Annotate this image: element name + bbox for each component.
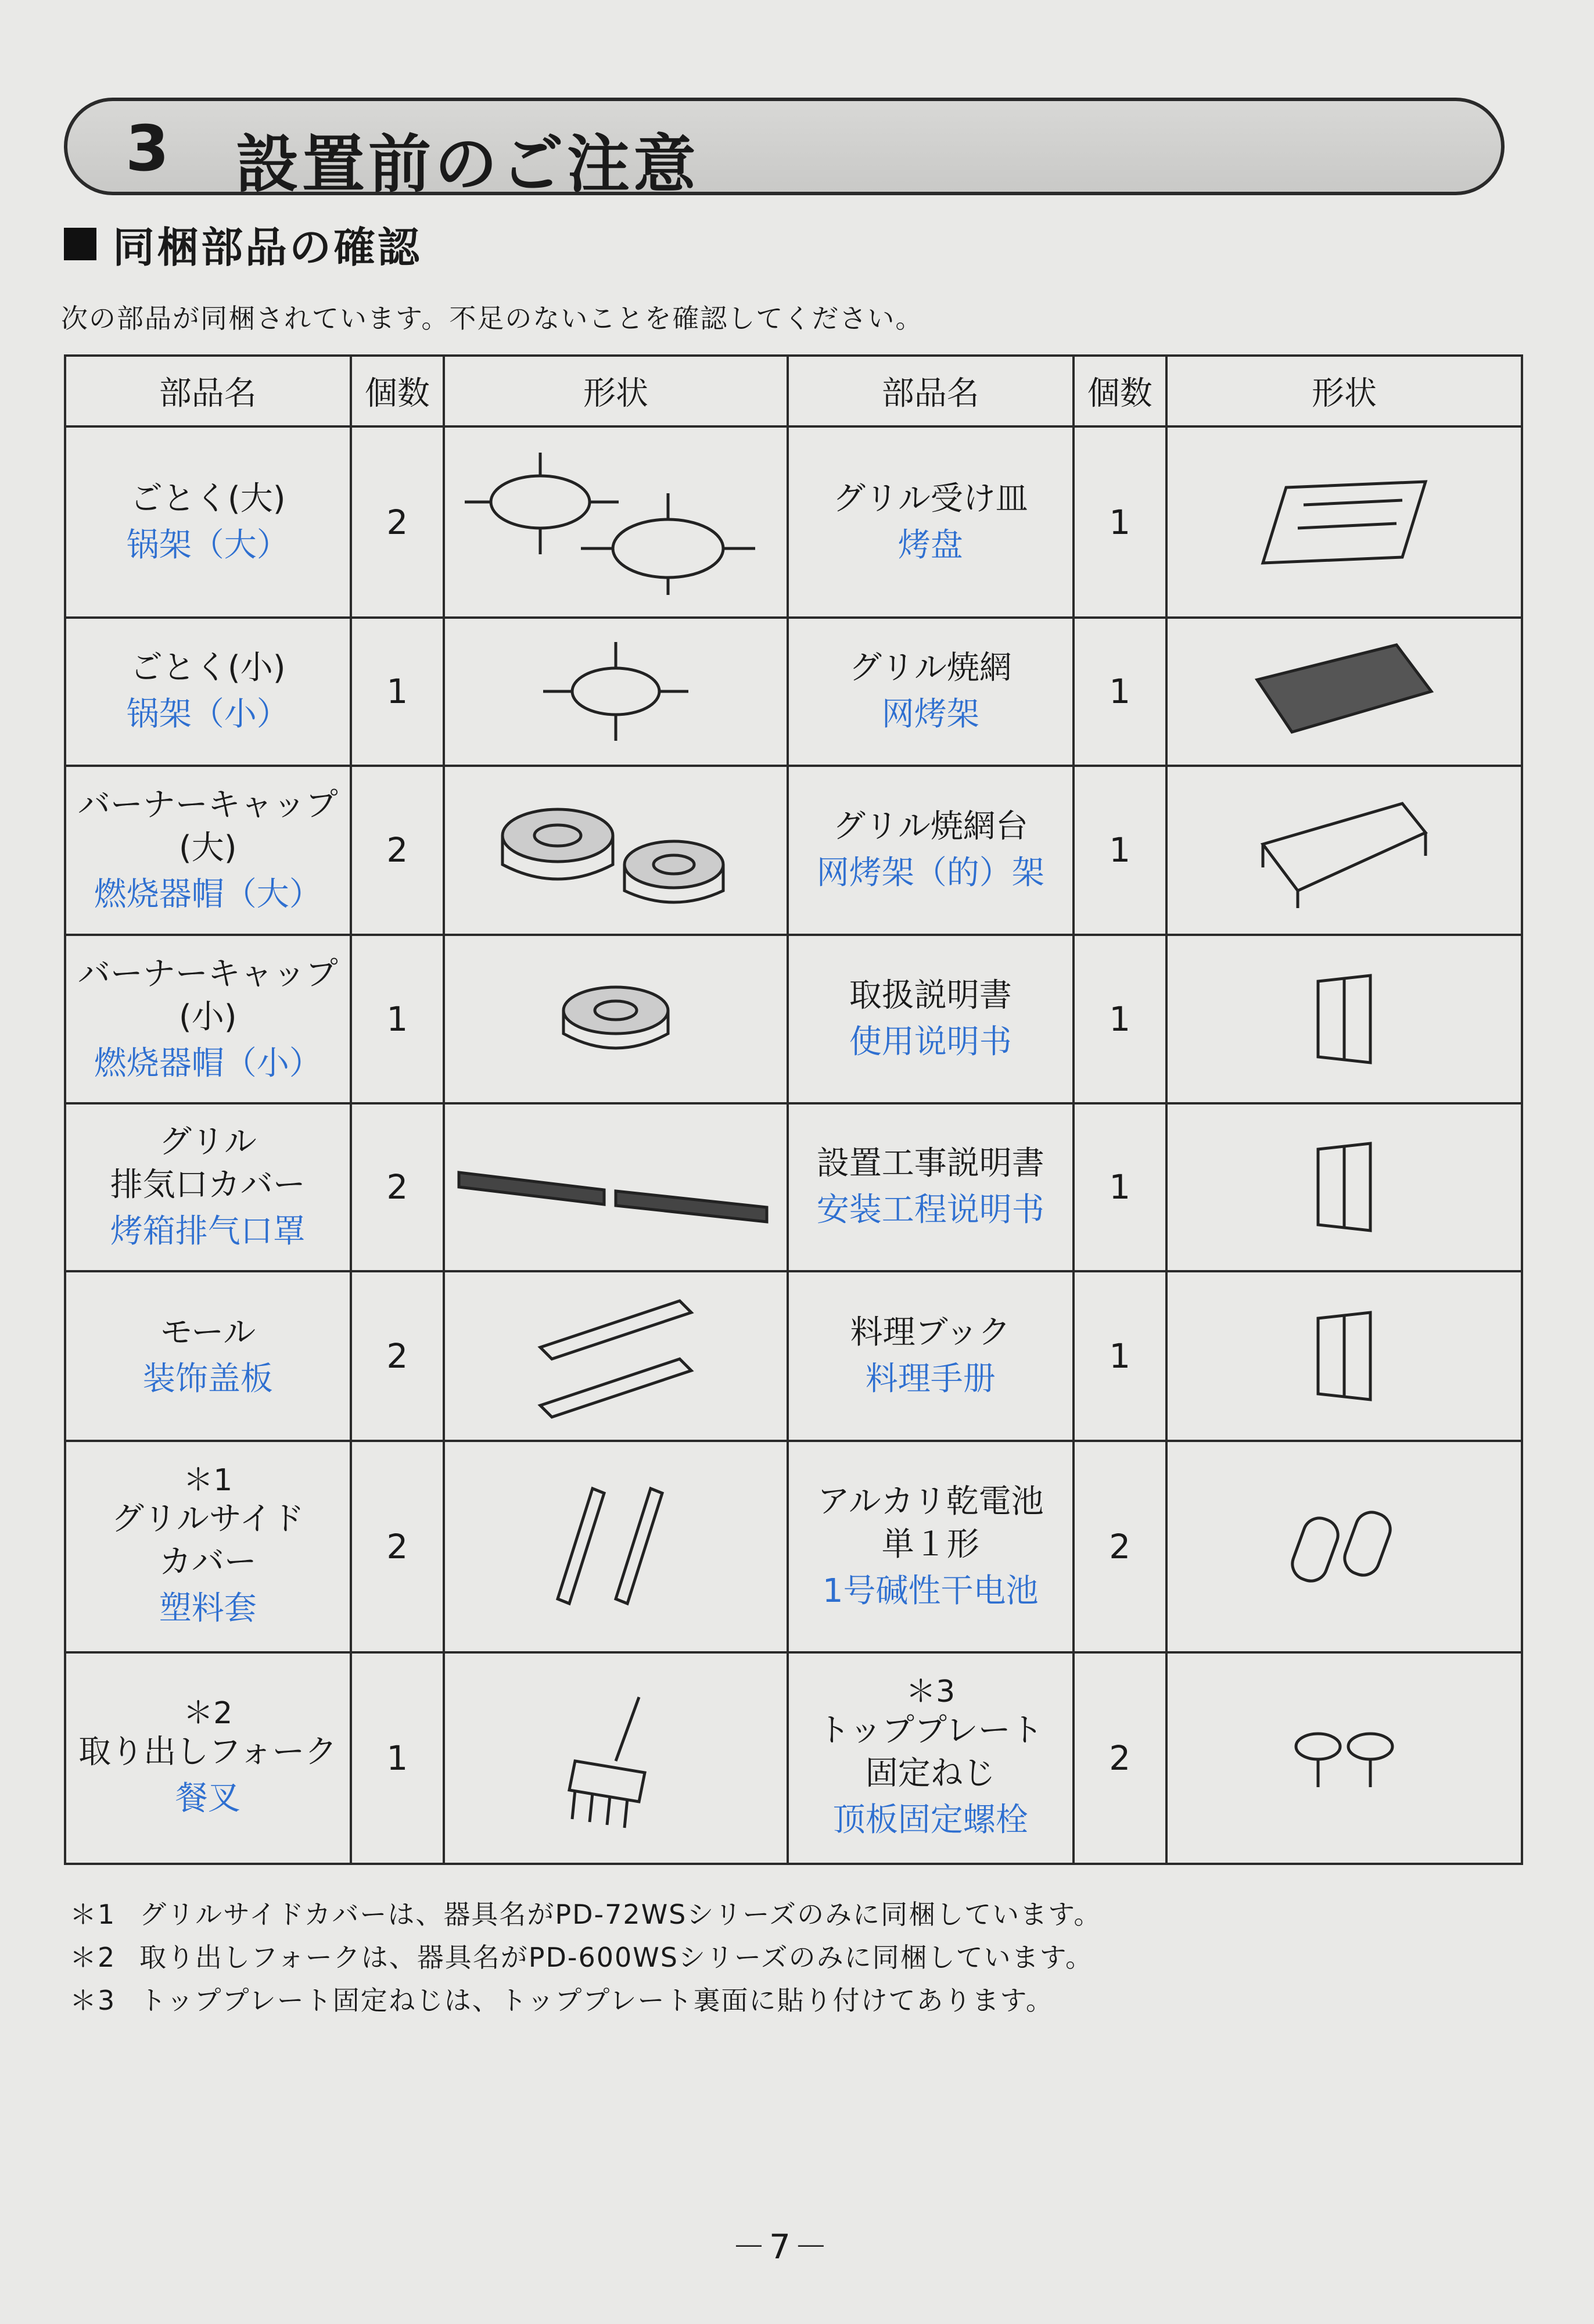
part-name-cell (65, 1271, 351, 1441)
shape-cell (444, 426, 788, 618)
shape-cell (444, 1271, 788, 1441)
part-name-zh: 装饰盖板 (142, 1360, 273, 1398)
part-name-zh: 1号碱性干电池 (822, 1572, 1039, 1610)
table-row (65, 1441, 1522, 1652)
footnotes (70, 1893, 1101, 2022)
chapter-number: 3 (125, 113, 170, 185)
square-bullet-icon (64, 228, 96, 260)
header-shape: 形状 (1166, 356, 1522, 426)
footnote (70, 1936, 1101, 1979)
quantity-cell: 1 (351, 1652, 444, 1864)
part-name-zh: 顶板固定螺栓 (832, 1801, 1028, 1839)
table-row (65, 1103, 1522, 1271)
part-name-ja: アルカリ乾電池 単１形 (817, 1482, 1044, 1563)
footnote-mark: ＊2 (183, 1695, 233, 1731)
table-row (65, 1271, 1522, 1441)
footnote (70, 1979, 1101, 2022)
part-name-cell (65, 1652, 351, 1864)
part-name-cell (788, 1271, 1074, 1441)
quantity-cell: 1 (351, 935, 444, 1103)
quantity-cell: 1 (1074, 1103, 1167, 1271)
part-name-ja: バーナーキャップ (大) (77, 786, 338, 867)
part-name-zh: 锅架（小） (126, 695, 289, 734)
table-row (65, 935, 1522, 1103)
quantity-cell: 1 (1074, 618, 1167, 765)
screw-icon (1168, 1720, 1521, 1796)
shape-cell (1166, 1103, 1522, 1271)
quantity-cell: 1 (351, 618, 444, 765)
quantity-cell: 2 (351, 1441, 444, 1652)
shape-cell (1166, 618, 1522, 765)
table-row (65, 618, 1522, 765)
part-name-cell (788, 1441, 1074, 1652)
vent-cover-icon (445, 1149, 787, 1225)
quantity-cell: 1 (1074, 426, 1167, 618)
part-name-zh: 烤箱排气口罩 (110, 1213, 306, 1251)
header-quantity: 個数 (1074, 356, 1167, 426)
header-quantity: 個数 (351, 356, 444, 426)
shape-cell (1166, 1271, 1522, 1441)
shape-cell (1166, 1441, 1522, 1652)
shape-cell (444, 1441, 788, 1652)
part-name-zh: 网烤架 (881, 695, 979, 734)
part-name-cell (65, 426, 351, 618)
table-row (65, 426, 1522, 618)
section-heading (64, 215, 422, 273)
quantity-cell: 2 (351, 426, 444, 618)
header-part-name: 部品名 (788, 356, 1074, 426)
section-title: 同梱部品の確認 (113, 223, 422, 272)
chapter-title-bar (64, 98, 1505, 201)
part-name-ja: グリル受け皿 (832, 479, 1028, 518)
shape-cell (1166, 766, 1522, 935)
part-name-cell (788, 766, 1074, 935)
part-name-ja: 設置工事説明書 (816, 1145, 1044, 1183)
booklet-icon (1168, 1307, 1521, 1405)
grill-net-stand-icon (1168, 786, 1521, 914)
part-name-ja: ごとく(大) (130, 479, 286, 518)
part-name-cell (65, 1103, 351, 1271)
part-name-ja: モール (160, 1313, 256, 1351)
part-name-zh: 燃烧器帽（大） (94, 876, 322, 914)
quantity-cell: 2 (351, 766, 444, 935)
footnote-text: トッププレート固定ねじは、トッププレート裏面に貼り付けてあります。 (139, 1985, 1054, 2016)
part-name-cell (65, 618, 351, 765)
quantity-cell: 1 (1074, 766, 1167, 935)
table-header-row (65, 356, 1522, 426)
part-name-cell (788, 935, 1074, 1103)
intro-text: 次の部品が同梱されています。不足のないことを確認してください。 (61, 303, 924, 334)
part-name-ja: グリル焼網台 (832, 808, 1028, 846)
part-name-cell (65, 766, 351, 935)
part-name-zh: 使用说明书 (849, 1023, 1012, 1061)
table-row (65, 1652, 1522, 1864)
part-name-zh: 塑料套 (159, 1589, 257, 1627)
part-name-ja: グリルサイド カバー (111, 1500, 304, 1581)
quantity-cell: 2 (1074, 1652, 1167, 1864)
part-name-cell (788, 1103, 1074, 1271)
part-name-cell (65, 1441, 351, 1652)
shape-cell (1166, 935, 1522, 1103)
side-cover-icon (445, 1477, 787, 1616)
header-shape: 形状 (444, 356, 788, 426)
footnote-text: グリルサイドカバーは、器具名がPD-72WSシリーズのみに同梱しています。 (139, 1899, 1102, 1930)
part-name-zh: 餐叉 (175, 1779, 240, 1817)
quantity-cell: 2 (1074, 1441, 1167, 1652)
shape-cell (444, 935, 788, 1103)
part-name-zh: 锅架（大） (126, 526, 289, 564)
part-name-zh: 烤盘 (897, 526, 963, 564)
part-name-ja: トッププレート 固定ねじ (817, 1711, 1043, 1792)
burner-cap-large-icon (445, 783, 787, 917)
part-name-ja: グリル焼網 (849, 649, 1012, 687)
shape-cell (444, 766, 788, 935)
trivet-small-icon (445, 633, 787, 749)
part-name-zh: 网烤架（的）架 (816, 854, 1044, 892)
part-name-cell (788, 618, 1074, 765)
parts-table (64, 354, 1523, 1865)
burner-cap-small-icon (445, 970, 787, 1068)
molding-icon (445, 1289, 787, 1423)
part-name-ja: 取り出しフォーク (78, 1733, 338, 1771)
booklet-icon (1168, 970, 1521, 1068)
part-name-ja: 取扱説明書 (849, 976, 1012, 1014)
shape-cell (1166, 426, 1522, 618)
trivet-large-icon (445, 447, 787, 598)
booklet-icon (1168, 1138, 1521, 1236)
quantity-cell: 2 (351, 1103, 444, 1271)
footnote-mark: ＊2 (70, 1942, 116, 1973)
footnote-mark: ＊3 (70, 1985, 116, 2016)
footnote-mark: ＊1 (70, 1899, 116, 1930)
part-name-zh: 安装工程说明书 (816, 1191, 1044, 1229)
quantity-cell: 1 (1074, 935, 1167, 1103)
chapter-title: 設置前のご注意 (236, 128, 700, 201)
part-name-zh: 燃烧器帽（小） (94, 1044, 322, 1082)
shape-cell (444, 1652, 788, 1864)
grill-net-icon (1168, 633, 1521, 749)
quantity-cell: 2 (351, 1271, 444, 1441)
part-name-ja: バーナーキャップ (小) (77, 955, 338, 1036)
shape-cell (444, 618, 788, 765)
fork-icon (445, 1685, 787, 1831)
footnote-text: 取り出しフォークは、器具名がPD-600WSシリーズのみに同梱しています。 (139, 1942, 1093, 1973)
shape-cell (1166, 1652, 1522, 1864)
grill-tray-icon (1168, 470, 1521, 575)
quantity-cell: 1 (1074, 1271, 1167, 1441)
footnote (70, 1893, 1101, 1936)
shape-cell (444, 1103, 788, 1271)
footnote-mark: ＊3 (906, 1674, 956, 1709)
part-name-ja: グリル 排気口カバー (110, 1123, 306, 1204)
battery-icon (1168, 1500, 1521, 1593)
table-row (65, 766, 1522, 935)
part-name-zh: 料理手册 (865, 1360, 996, 1398)
part-name-cell (788, 1652, 1074, 1864)
part-name-cell (788, 426, 1074, 618)
part-name-ja: ごとく(小) (130, 649, 286, 687)
header-part-name: 部品名 (65, 356, 351, 426)
part-name-cell (65, 935, 351, 1103)
part-name-ja: 料理ブック (850, 1313, 1011, 1351)
page-number: －7－ (732, 2227, 831, 2266)
footnote-mark: ＊1 (183, 1462, 233, 1498)
